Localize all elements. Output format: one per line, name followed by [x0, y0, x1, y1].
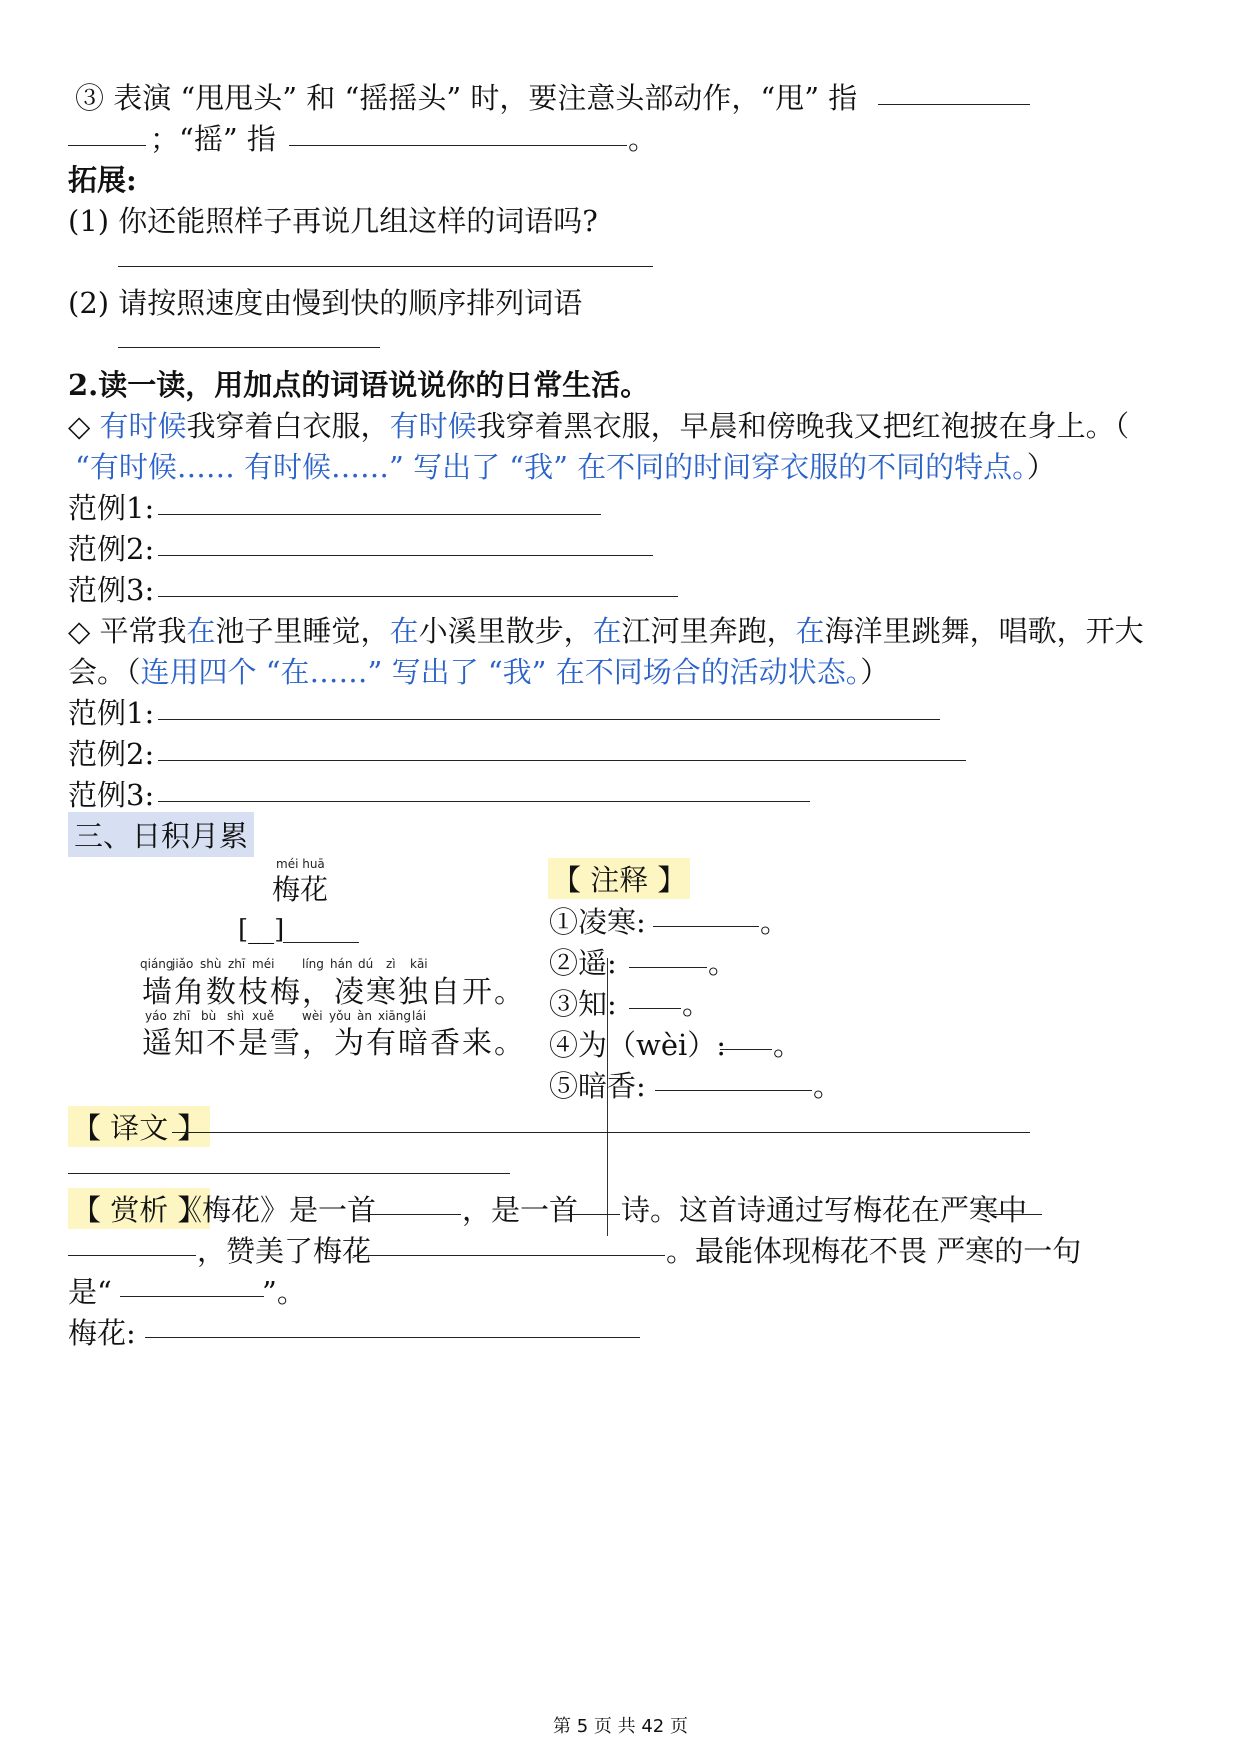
appreciation-label: 【 赏析 】 [68, 1188, 210, 1229]
pinyin: zì [386, 957, 396, 971]
sample1-label: 范例1: [68, 696, 155, 730]
expand-q1: (1) 你还能照样子再说几组这样的词语吗? [68, 204, 598, 238]
highlight-word: 有时候 [389, 409, 477, 443]
pinyin: yǒu [329, 1009, 352, 1023]
highlight-word: 在 [795, 614, 825, 648]
pinyin: xiāng [378, 1009, 412, 1023]
answer-line[interactable] [653, 926, 759, 927]
sample2-label: 范例2: [68, 737, 155, 771]
answer-line[interactable] [629, 967, 707, 968]
answer-line[interactable] [158, 596, 678, 597]
appreciation-text: ，是一首 [462, 1193, 579, 1227]
explanation-text: “有时候…… 有时候……” 写出了 “我” 在不同的时间穿衣服的不同的特点。 [75, 450, 1027, 484]
pinyin: shù [200, 957, 222, 971]
poem-line2: 遥知不是雪，为有暗香来。 [142, 1026, 526, 1061]
answer-line[interactable] [655, 1090, 812, 1091]
poem-title: 梅花 [272, 873, 329, 906]
answer-line[interactable] [158, 801, 810, 802]
highlight-word: 在 [186, 614, 216, 648]
sample2-label: 范例2: [68, 532, 155, 566]
answer-line[interactable] [720, 1049, 772, 1050]
pinyin: zhī [173, 1009, 191, 1023]
meihua-label: 梅花: [68, 1316, 136, 1350]
text: ◇ 平常我 [68, 614, 187, 648]
pinyin: dú [358, 957, 374, 971]
appreciation-text: ”。 [262, 1275, 306, 1309]
pinyin: lái [412, 1009, 427, 1023]
punctuation: 。 [760, 905, 790, 939]
q3-line2-text: ；“摇” 指 [150, 122, 276, 156]
punctuation: 。 [813, 1069, 843, 1103]
text: 我穿着黑衣服，早晨和傍晚我又把红袍披在身上。（ [476, 409, 1130, 443]
pinyin: líng [302, 957, 324, 971]
pinyin: bù [201, 1009, 217, 1023]
pinyin: kāi [410, 957, 428, 971]
text: 会。（ [68, 655, 141, 689]
answer-line[interactable] [990, 1214, 1042, 1215]
answer-line[interactable] [145, 1337, 640, 1338]
page-footer: 第 5 页 共 42 页 [553, 1716, 688, 1737]
punctuation: 。 [773, 1028, 803, 1062]
answer-line[interactable] [68, 145, 146, 146]
answer-line[interactable] [120, 1296, 264, 1297]
appreciation-text: 是“ [68, 1275, 112, 1309]
answer-line[interactable] [353, 1255, 665, 1256]
answer-line[interactable] [289, 145, 627, 146]
pinyin: zhī [228, 957, 246, 971]
example2-line1 [68, 609, 1144, 650]
expand-q2: (2) 请按照速度由慢到快的顺序排列词语 [68, 286, 583, 320]
note-item: ③知: [549, 987, 617, 1021]
example1-line2 [75, 445, 1056, 486]
note-item: ⑤暗香: [549, 1069, 646, 1103]
poem-line1: 墙角数枝梅，凌寒独自开。 [142, 975, 526, 1010]
punctuation: 。 [628, 122, 658, 156]
appreciation-text: 诗。这首诗通过写梅花在严寒中 [621, 1193, 1028, 1227]
section3-title: 三、日积月累 [68, 812, 254, 857]
note-item: ②遥: [549, 946, 617, 980]
q3-line1: ③ 表演 “甩甩头” 和 “摇摇头” 时，要注意头部动作，“甩” 指 [75, 81, 858, 115]
answer-line[interactable] [118, 266, 653, 267]
pinyin: xuě [252, 1009, 275, 1023]
answer-line[interactable] [878, 104, 1030, 105]
answer-line[interactable] [357, 1214, 461, 1215]
note-item: ①凌寒: [549, 905, 646, 939]
answer-line[interactable] [158, 760, 966, 761]
answer-line[interactable] [158, 555, 653, 556]
punctuation: 。 [708, 946, 738, 980]
note-item: ④为（wèi）: [549, 1028, 727, 1062]
pinyin: qiáng [140, 957, 174, 971]
answer-line[interactable] [158, 514, 601, 515]
text: 池子里睡觉， [215, 614, 390, 648]
sample1-label: 范例1: [68, 491, 155, 525]
text: 海洋里跳舞，唱歌，开大 [824, 614, 1144, 648]
punctuation: 。 [682, 987, 712, 1021]
answer-line[interactable] [118, 347, 380, 348]
appreciation-text: 。最能体现梅花不畏 严寒的一句 [666, 1234, 1082, 1268]
section2-title: 2.读一读，用加点的词语说说你的日常生活。 [68, 368, 650, 402]
text: 我穿着白衣服， [186, 409, 390, 443]
answer-line[interactable] [568, 1214, 620, 1215]
appreciation-text: 《梅花》是一首 [173, 1193, 377, 1227]
answer-line[interactable] [629, 1008, 681, 1009]
example2-line2 [68, 650, 889, 691]
answer-line[interactable] [158, 719, 940, 720]
sample3-label: 范例3: [68, 778, 155, 812]
punctuation: ） [1026, 450, 1056, 484]
answer-line[interactable] [68, 1255, 196, 1256]
pinyin: méi huā [276, 857, 325, 871]
translation-label: 【 译文 】 [68, 1106, 210, 1147]
diamond-icon: ◇ [68, 409, 100, 443]
answer-line[interactable] [283, 942, 359, 943]
example1-line1 [68, 404, 1129, 445]
explanation-text: 连用四个 “在……” 写出了 “我” 在不同场合的活动状态。 [140, 655, 861, 689]
answer-line[interactable] [172, 1132, 1030, 1133]
sample3-label: 范例3: [68, 573, 155, 607]
pinyin: shì [227, 1009, 245, 1023]
text: 江河里奔跑， [621, 614, 796, 648]
expand-heading: 拓展: [68, 163, 137, 197]
answer-line[interactable] [68, 1173, 510, 1174]
highlight-word: 有时候 [99, 409, 187, 443]
text: 小溪里散步， [418, 614, 593, 648]
notes-header: 【 注释 】 [548, 858, 690, 899]
highlight-word: 在 [592, 614, 622, 648]
poem-author-blank: [__] [238, 915, 285, 945]
pinyin: hán [330, 957, 353, 971]
pinyin: jiǎo [172, 957, 194, 971]
highlight-word: 在 [389, 614, 419, 648]
punctuation: ） [860, 655, 890, 689]
pinyin: méi [252, 957, 275, 971]
pinyin: yáo [145, 1009, 167, 1023]
appreciation-text: ，赞美了梅花 [197, 1234, 372, 1268]
pinyin: wèi [302, 1009, 323, 1023]
pinyin: àn [357, 1009, 372, 1023]
